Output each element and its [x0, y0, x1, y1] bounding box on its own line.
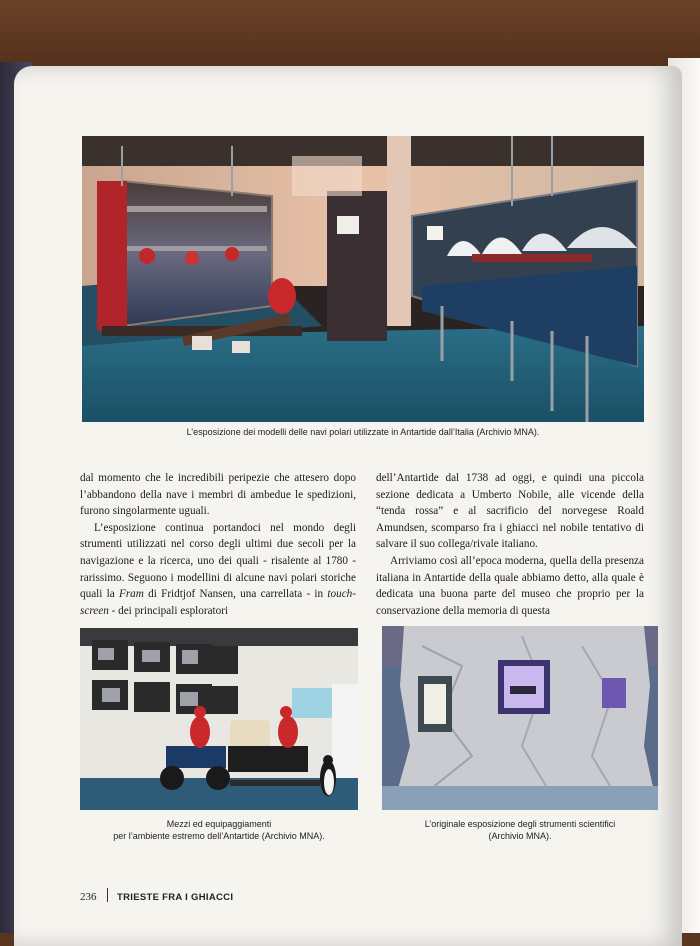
right-paragraph-1: dell’Antartide dal 1738 ad oggi, e quindi una piccola sezione dedicata a Umberto Nobile, alle vicende della “tenda rossa” e al sacrificio del norvegese Roald Amundsen, scomparso fra i ghiacci nel nobile tentativo di salvare il suo collega/rivale italiano.: [376, 472, 644, 551]
text-column-left: [80, 470, 356, 619]
scientific-instruments-image: [382, 626, 658, 810]
italic-touch-screen: touch-screen: [80, 588, 356, 617]
footer-divider: [107, 888, 108, 902]
left-paragraph-1: dal momento che le incredibili peripezie che attesero dopo l’abbandono della nave i membri di ambedue le spedizioni, furono singolarmente uguali.: [80, 472, 356, 518]
left-paragraph-2: L’esposizione continua portandoci nel mondo degli strumenti utilizzati nel corso degli ultimi due secoli per la navigazione e la ricerca, uno dei quali - risalente al 1780 - rarissimo. Seguono i modellini di alcune navi polari storiche quali la Fram di Fridtjof Nansen, una carrellata - in touch-screen - dei principali esploratori: [80, 521, 356, 617]
running-title: TRIESTE FRA I GHIACCI: [117, 892, 234, 903]
page-number: 236: [80, 891, 97, 903]
photo-bottom-right-caption: L’originale esposizione degli strumenti scientifici (Archivio MNA).: [424, 819, 616, 841]
photo-bottom-left-caption: Mezzi ed equipaggiamenti per l’ambiente estremo dell’Antartide (Archivio MNA).: [113, 819, 325, 841]
right-paragraph-2: Arriviamo così all’epoca moderna, quella della presenza italiana in Antartide della quale abbiamo detto, alla quale è dedicata una buona parte del museo che proprio per la conservazione della memoria di questa: [376, 554, 644, 617]
photo-vehicles-equipment: [80, 628, 358, 810]
photo-top-caption: L’esposizione dei modelli delle navi polari utilizzate in Antartide dall’Italia (Archivio MNA).: [186, 427, 540, 437]
book-page: [14, 66, 682, 946]
text-column-right: [376, 470, 644, 619]
page-footer: [80, 888, 233, 903]
ship-models-exhibition-image: [82, 136, 644, 422]
photo-ship-models-exhibition: [82, 136, 644, 422]
vehicles-equipment-image: [80, 628, 358, 810]
photo-scientific-instruments: [382, 626, 658, 810]
italic-fram: Fram: [118, 588, 144, 601]
